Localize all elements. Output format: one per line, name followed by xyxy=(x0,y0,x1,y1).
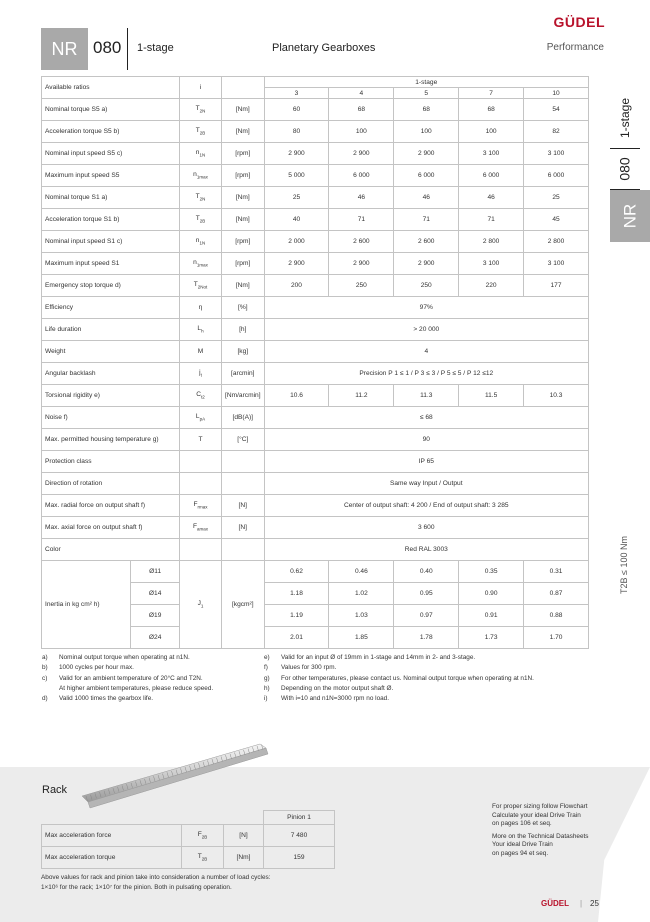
footnotes-right xyxy=(264,653,534,704)
row-value: 2 000 xyxy=(264,231,329,253)
row-symbol: $n_{1N}$ xyxy=(180,143,222,165)
row-value: 0.97 xyxy=(394,605,459,627)
row-label: Maximum input speed S1 xyxy=(42,253,180,275)
ratio-unit-blank xyxy=(222,77,265,99)
row-unit xyxy=(222,473,265,495)
row-value: 54 xyxy=(524,99,589,121)
diameter-label: Ø24 xyxy=(131,627,180,649)
row-value: 250 xyxy=(329,275,394,297)
ratio-symbol: i xyxy=(180,77,222,99)
row-label: Noise f) xyxy=(42,407,180,429)
row-symbol: $C_{t2}$ xyxy=(180,385,222,407)
stage-label: 1-stage xyxy=(137,42,174,54)
row-value: 2 600 xyxy=(394,231,459,253)
row-symbol xyxy=(180,451,222,473)
row-symbol: T xyxy=(180,429,222,451)
row-symbol: $n_{1N}$ xyxy=(180,231,222,253)
row-value: 1.18 xyxy=(264,583,329,605)
row-value: 11.5 xyxy=(459,385,524,407)
row-label: Max. permitted housing temperature g) xyxy=(42,429,180,451)
row-value: 46 xyxy=(459,187,524,209)
rack-row-value: 159 xyxy=(264,847,335,869)
row-unit xyxy=(222,451,265,473)
row-symbol xyxy=(180,473,222,495)
ratio-value: 5 xyxy=(394,88,459,99)
rack-row-value: 7 480 xyxy=(264,825,335,847)
row-symbol: $J_1$ xyxy=(180,561,222,649)
row-label: Color xyxy=(42,539,180,561)
ratio-label: Available ratios xyxy=(42,77,180,99)
row-value: 2 900 xyxy=(394,253,459,275)
rack-header-spacer xyxy=(42,811,182,825)
row-value: 250 xyxy=(394,275,459,297)
row-label: Inertia in kg cm² h) xyxy=(42,561,131,649)
row-symbol: $T_{2N}$ xyxy=(180,187,222,209)
row-value: 1.78 xyxy=(394,627,459,649)
row-value: 0.88 xyxy=(524,605,589,627)
row-value-merged: Same way Input / Output xyxy=(264,473,588,495)
row-label: Acceleration torque S1 b) xyxy=(42,209,180,231)
footnote: e) Valid for an input Ø of 19mm in 1-stage and 14mm in 2- and 3-stage. xyxy=(264,654,476,661)
row-value: 1.70 xyxy=(524,627,589,649)
row-value: 3 100 xyxy=(524,253,589,275)
row-value: 3 100 xyxy=(524,143,589,165)
row-label: Life duration xyxy=(42,319,180,341)
row-value: 10.6 xyxy=(264,385,329,407)
page-number: 25 xyxy=(590,899,599,908)
ratio-value: 7 xyxy=(459,88,524,99)
row-unit: [dB(A)] xyxy=(222,407,265,429)
series-badge: NR xyxy=(41,28,88,70)
row-value: 11.3 xyxy=(394,385,459,407)
row-value-merged: IP 65 xyxy=(264,451,588,473)
row-value: 11.2 xyxy=(329,385,394,407)
row-value: 25 xyxy=(264,187,329,209)
row-unit: [Nm] xyxy=(222,121,265,143)
row-value: 6 000 xyxy=(394,165,459,187)
diameter-label: Ø11 xyxy=(131,561,180,583)
footnote: b) 1000 cycles per hour max. xyxy=(42,664,134,672)
rack-row-unit: [Nm] xyxy=(224,847,264,869)
row-value: 3 100 xyxy=(459,143,524,165)
row-label: Max. radial force on output shaft f) xyxy=(42,495,180,517)
row-value-merged: 3 600 xyxy=(264,517,588,539)
stage-header: 1-stage xyxy=(264,77,588,88)
row-value: 5 000 xyxy=(264,165,329,187)
rack-title: Rack xyxy=(42,784,68,796)
row-symbol: $F_{amax}$ xyxy=(180,517,222,539)
row-label: Torsional rigidity e) xyxy=(42,385,180,407)
row-unit: [rpm] xyxy=(222,253,265,275)
row-label: Nominal input speed S1 c) xyxy=(42,231,180,253)
row-value: 2 900 xyxy=(394,143,459,165)
row-unit: [Nm/arcmin] xyxy=(222,385,265,407)
row-value-merged: ≤ 68 xyxy=(264,407,588,429)
row-value: 80 xyxy=(264,121,329,143)
gearbox-size: 080 xyxy=(93,38,122,57)
header-divider xyxy=(127,28,128,70)
row-label: Protection class xyxy=(42,451,180,473)
row-unit: [°C] xyxy=(222,429,265,451)
rack-note: Above values for rack and pinion take into consideration a number of load cycles: 1×10⁶ for the rack; 1×10⁷ for the pinion. Both in pulsating operation. xyxy=(41,874,271,891)
brand-logo: GÜDEL xyxy=(553,14,605,30)
footnotes-left xyxy=(42,653,213,704)
row-label: Nominal torque S1 a) xyxy=(42,187,180,209)
row-symbol: $T_{2B}$ xyxy=(180,121,222,143)
row-label: Angular backlash xyxy=(42,363,180,385)
row-value-merged: > 20 000 xyxy=(264,319,588,341)
row-value-merged: Precision P 1 ≤ 1 / P 3 ≤ 3 / P 5 ≤ 5 / P 12 ≤12 xyxy=(264,363,588,385)
row-value-merged: 4 xyxy=(264,341,588,363)
row-value: 40 xyxy=(264,209,329,231)
row-value: 0.95 xyxy=(394,583,459,605)
footnote: i) With i=10 and n1N=3000 rpm no load. xyxy=(264,695,390,703)
rack-image xyxy=(80,738,280,813)
row-value: 0.35 xyxy=(459,561,524,583)
row-unit: [kg] xyxy=(222,341,265,363)
row-value: 100 xyxy=(329,121,394,143)
row-value: 68 xyxy=(329,99,394,121)
row-value: 1.19 xyxy=(264,605,329,627)
row-symbol: $n_{1max}$ xyxy=(180,253,222,275)
row-value: 3 100 xyxy=(459,253,524,275)
side-tab-torque: T2B ≤ 100 Nm xyxy=(619,536,629,594)
row-value: 71 xyxy=(329,209,394,231)
row-value: 0.90 xyxy=(459,583,524,605)
rack-row-label: Max acceleration torque xyxy=(42,847,182,869)
row-value-merged: Center of output shaft: 4 200 / End of output shaft: 3 285 xyxy=(264,495,588,517)
row-value: 71 xyxy=(394,209,459,231)
rack-row-unit: [N] xyxy=(224,825,264,847)
row-value: 0.31 xyxy=(524,561,589,583)
row-symbol: $F_{rmax}$ xyxy=(180,495,222,517)
row-value: 100 xyxy=(459,121,524,143)
row-unit: [Nm] xyxy=(222,209,265,231)
row-unit: [rpm] xyxy=(222,165,265,187)
row-value: 46 xyxy=(394,187,459,209)
rack-row-symbol: $F_{2B}$ xyxy=(182,825,224,847)
footnote: h) Depending on the motor output shaft Ø. xyxy=(264,684,394,692)
row-label: Direction of rotation xyxy=(42,473,180,495)
row-symbol: $L_h$ xyxy=(180,319,222,341)
side-tab-size: 080 xyxy=(610,148,640,190)
rack-header-spacer xyxy=(224,811,264,825)
row-value: 10.3 xyxy=(524,385,589,407)
row-value: 6 000 xyxy=(524,165,589,187)
row-value: 0.87 xyxy=(524,583,589,605)
footnote: a) Nominal output torque when operating at n1N. xyxy=(42,654,190,661)
row-value: 71 xyxy=(459,209,524,231)
ratio-value: 4 xyxy=(329,88,394,99)
row-label: Weight xyxy=(42,341,180,363)
row-value: 6 000 xyxy=(329,165,394,187)
row-value: 82 xyxy=(524,121,589,143)
row-value-merged: 97% xyxy=(264,297,588,319)
row-symbol: M xyxy=(180,341,222,363)
rack-table xyxy=(41,810,335,869)
row-value: 177 xyxy=(524,275,589,297)
page-title: Planetary Gearboxes xyxy=(272,42,376,54)
row-value: 2 900 xyxy=(264,143,329,165)
footer-separator: | xyxy=(580,899,583,908)
row-value-merged: Red RAL 3003 xyxy=(264,539,588,561)
row-unit: [%] xyxy=(222,297,265,319)
row-label: Efficiency xyxy=(42,297,180,319)
row-label: Max. axial force on output shaft f) xyxy=(42,517,180,539)
row-unit: [rpm] xyxy=(222,143,265,165)
row-symbol: $L_{pA}$ xyxy=(180,407,222,429)
row-symbol: $n_{1max}$ xyxy=(180,165,222,187)
performance-table xyxy=(41,76,589,649)
row-value: 0.62 xyxy=(264,561,329,583)
row-value: 2 800 xyxy=(524,231,589,253)
row-unit: [rpm] xyxy=(222,231,265,253)
row-unit: [kgcm²] xyxy=(222,561,265,649)
side-tab-stage: 1-stage xyxy=(618,97,632,139)
row-value: 46 xyxy=(329,187,394,209)
row-value: 2 600 xyxy=(329,231,394,253)
ratio-value: 10 xyxy=(524,88,589,99)
rack-row-label: Max acceleration force xyxy=(42,825,182,847)
row-value: 0.46 xyxy=(329,561,394,583)
footnote: g) For other temperatures, please contact us. Nominal output torque when operating at n1N. xyxy=(264,674,534,682)
row-value: 2 800 xyxy=(459,231,524,253)
row-unit: [h] xyxy=(222,319,265,341)
row-symbol: η xyxy=(180,297,222,319)
row-value: 2 900 xyxy=(329,143,394,165)
rack-row-symbol: $T_{2B}$ xyxy=(182,847,224,869)
row-value: 45 xyxy=(524,209,589,231)
row-unit: [Nm] xyxy=(222,275,265,297)
row-value: 25 xyxy=(524,187,589,209)
row-value: 60 xyxy=(264,99,329,121)
row-unit: [Nm] xyxy=(222,187,265,209)
row-value: 0.91 xyxy=(459,605,524,627)
row-value: 68 xyxy=(394,99,459,121)
ratio-value: 3 xyxy=(264,88,329,99)
row-value: 220 xyxy=(459,275,524,297)
row-value: 1.02 xyxy=(329,583,394,605)
row-unit: [N] xyxy=(222,495,265,517)
row-value: 0.40 xyxy=(394,561,459,583)
footer-brand: GÜDEL xyxy=(541,899,569,908)
row-value: 1.03 xyxy=(329,605,394,627)
row-symbol: $T_{2Not}$ xyxy=(180,275,222,297)
row-unit: [arcmin] xyxy=(222,363,265,385)
row-value: 1.85 xyxy=(329,627,394,649)
sizing-note: For proper sizing follow Flowchart Calculate your ideal Drive Train on pages 106 et seq. More on the Technical Datasheets Your ideal Drive Train on pages 94 et seq. xyxy=(492,803,589,857)
row-value: 2 900 xyxy=(329,253,394,275)
row-value-merged: 90 xyxy=(264,429,588,451)
row-label: Maximum input speed S5 xyxy=(42,165,180,187)
rack-column-header: Pinion 1 xyxy=(264,811,335,825)
footnote: f) Values for 300 rpm. xyxy=(264,664,337,672)
row-label: Acceleration torque S5 b) xyxy=(42,121,180,143)
row-label: Nominal torque S5 a) xyxy=(42,99,180,121)
row-unit: [N] xyxy=(222,517,265,539)
diameter-label: Ø14 xyxy=(131,583,180,605)
row-symbol xyxy=(180,539,222,561)
rack-header-spacer xyxy=(182,811,224,825)
row-symbol: $j_t$ xyxy=(180,363,222,385)
side-tab-series: NR xyxy=(610,190,650,242)
row-value: 2.01 xyxy=(264,627,329,649)
footnote: c) Valid for an ambient temperature of 20°C and T2N. xyxy=(42,674,203,682)
row-label: Nominal input speed S5 c) xyxy=(42,143,180,165)
row-symbol: $T_{2B}$ xyxy=(180,209,222,231)
footnote: d) Valid 1000 times the gearbox life. xyxy=(42,695,154,703)
diameter-label: Ø19 xyxy=(131,605,180,627)
row-value: 2 900 xyxy=(264,253,329,275)
row-value: 68 xyxy=(459,99,524,121)
row-value: 100 xyxy=(394,121,459,143)
row-value: 6 000 xyxy=(459,165,524,187)
row-unit xyxy=(222,539,265,561)
row-value: 200 xyxy=(264,275,329,297)
row-label: Emergency stop torque d) xyxy=(42,275,180,297)
footnote: At higher ambient temperatures, please reduce speed. xyxy=(59,684,214,692)
row-unit: [Nm] xyxy=(222,99,265,121)
row-value: 1.73 xyxy=(459,627,524,649)
section-label: Performance xyxy=(546,42,604,53)
row-symbol: $T_{2N}$ xyxy=(180,99,222,121)
